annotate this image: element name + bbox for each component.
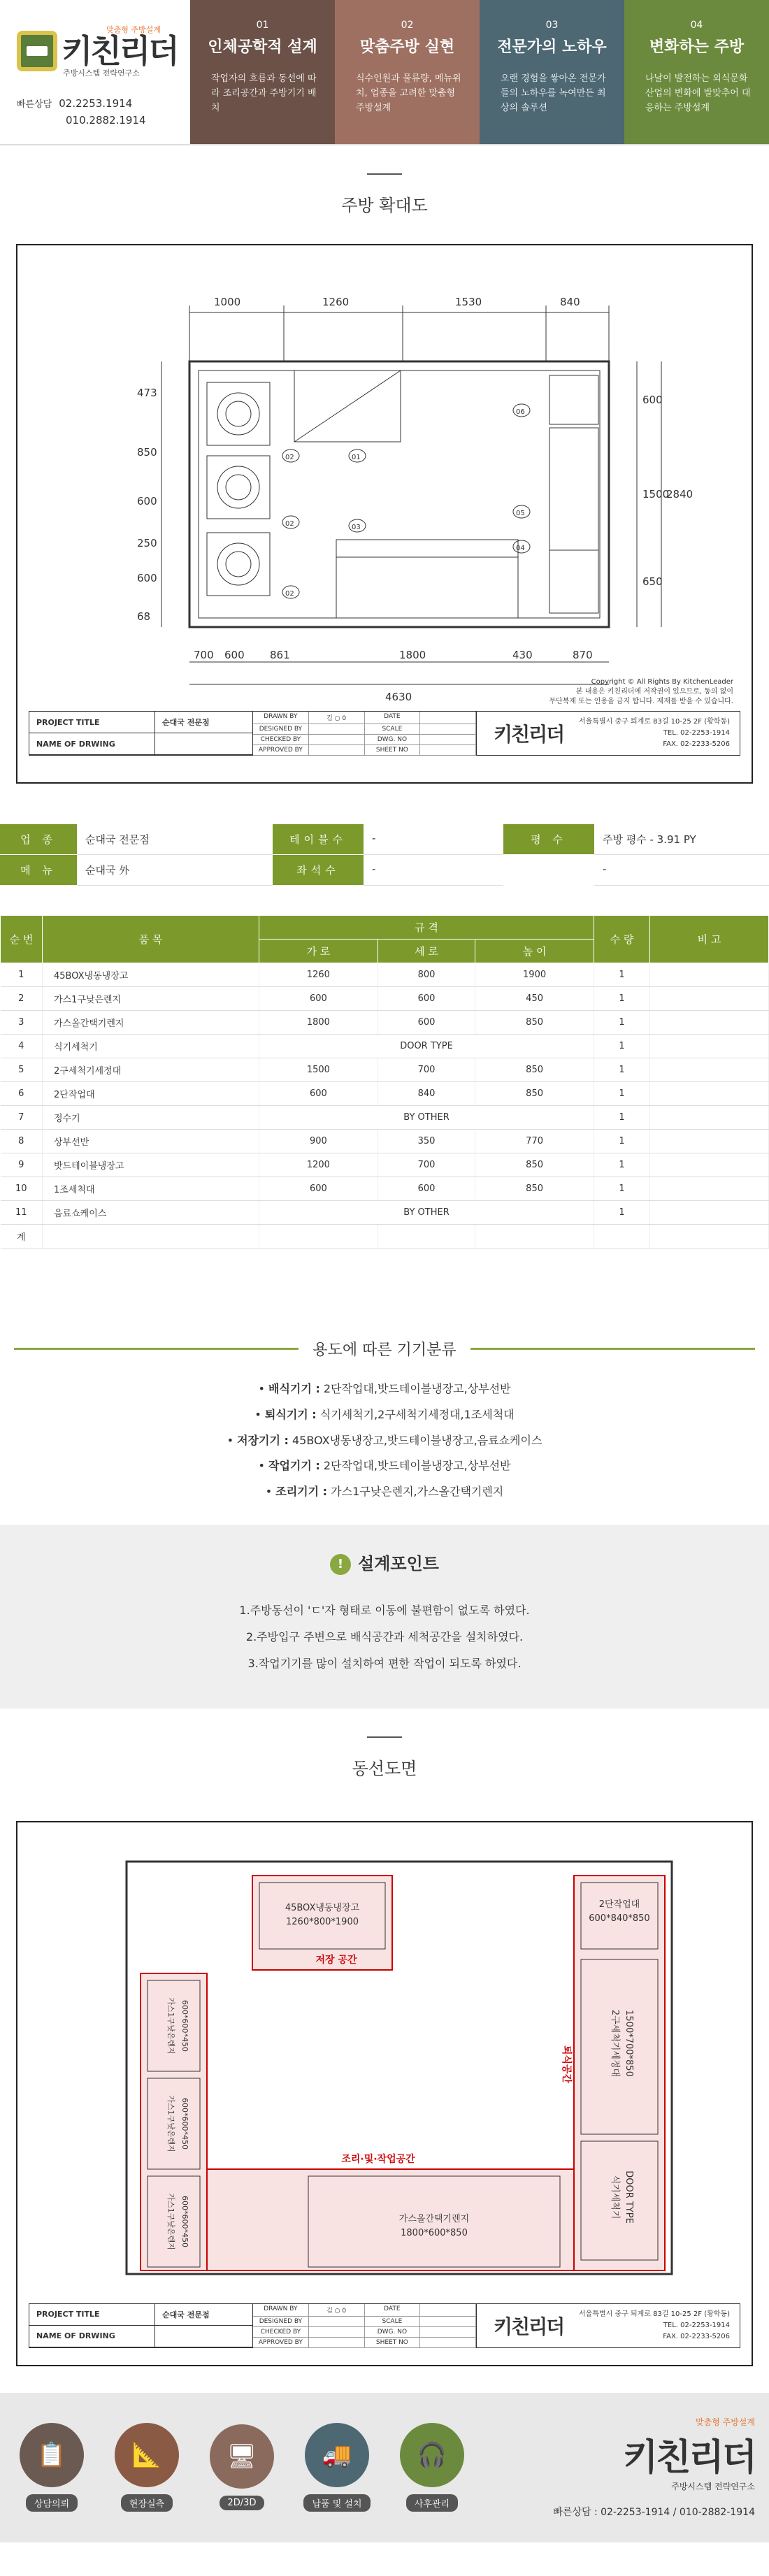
- footer-consult[interactable]: [14, 2423, 89, 2512]
- cell-note: [650, 1177, 769, 1201]
- cell-item: 2단작업대: [43, 1082, 259, 1106]
- tables-value: -: [364, 824, 503, 855]
- cell-no: 7: [1, 1106, 43, 1130]
- step-2: [335, 0, 480, 144]
- cell-item: 1조세척대: [43, 1177, 259, 1201]
- table-row: [1, 1106, 769, 1130]
- col-note: 비 고: [650, 916, 769, 963]
- cell-w: [259, 1225, 378, 1249]
- design-points: [0, 1525, 769, 1708]
- cell-note: [650, 1011, 769, 1035]
- dim-left-3: 600: [137, 495, 157, 508]
- tb-field: [420, 735, 476, 745]
- cell-qty: 1: [594, 1177, 650, 1201]
- seats-value: -: [364, 855, 503, 886]
- footer-phone[interactable]: 빠른상담 : 02-2253-1914 / 010-2882-1914: [553, 2507, 755, 2519]
- table-row: [1, 1130, 769, 1153]
- dim-top-3: 1530: [455, 296, 482, 308]
- usage-value: 45BOX냉동냉장고,밧드테이블냉장고,음료쇼케이스: [292, 1433, 542, 1447]
- box-fridge: 45BOX냉동냉장고: [285, 1902, 360, 1913]
- cell-qty: 1: [594, 1201, 650, 1225]
- step-title: 인체공학적 설계: [208, 38, 317, 56]
- tb-field: CHECKED BY: [253, 735, 309, 745]
- cell-note: [650, 1153, 769, 1177]
- title-fields: [253, 2304, 477, 2347]
- tb-field: [309, 735, 365, 745]
- cell-d: 700: [378, 1153, 475, 1177]
- step-number: 01: [256, 20, 269, 31]
- tb-field: [420, 2327, 476, 2338]
- footer-logo-name: 키친리더: [623, 2437, 755, 2480]
- cell-item: 밧드테이블냉장고: [43, 1153, 259, 1177]
- tb-field: DRAWN BY: [253, 712, 309, 724]
- step-number: 04: [690, 20, 703, 31]
- box-sink-dim: 1500*700*850: [624, 2009, 634, 2077]
- dim-bottom-4: 1800: [399, 649, 426, 661]
- extra-value: -: [594, 855, 769, 886]
- cell-note: [650, 963, 769, 987]
- dim-top-2: 1260: [322, 296, 350, 308]
- step-3: [480, 0, 624, 144]
- tb-address: 서울특별시 중구 퇴계로 83길 10-25 2F (황학동): [578, 718, 730, 726]
- project-title-label: PROJECT TITLE: [29, 2304, 154, 2326]
- table-row: [1, 1035, 769, 1058]
- drawing-name-label: NAME OF DRWING: [29, 733, 154, 755]
- cell-w: 600: [259, 1177, 378, 1201]
- cell-d: 840: [378, 1082, 475, 1106]
- points-title: 설계포인트: [358, 1553, 439, 1574]
- label-01: 01: [352, 454, 361, 461]
- tb-tel: TEL. 02-2253-1914: [663, 2321, 730, 2329]
- info-empty: [503, 855, 594, 886]
- cell-qty: 1: [594, 1058, 650, 1082]
- phone-block: [17, 96, 190, 127]
- cell-h: 1900: [475, 963, 594, 987]
- floor-plan-svg: [29, 257, 742, 711]
- cell-note: [650, 1035, 769, 1058]
- step-number: 03: [545, 20, 559, 31]
- logo-icon: [17, 31, 57, 71]
- tb-field: [420, 724, 476, 735]
- tb-field: CHECKED BY: [253, 2327, 309, 2338]
- logo-tagline: 맞춤형 주방설계: [106, 25, 161, 34]
- project-title-label: PROJECT TITLE: [29, 712, 154, 733]
- table-row: [1, 963, 769, 987]
- menu-value: 순대국 外: [77, 855, 273, 886]
- box-table-dim: 600*840*850: [589, 1913, 650, 1924]
- tb-field: APPROVED BY: [253, 2338, 309, 2348]
- tb-field: [420, 2304, 476, 2317]
- cell-no: 1: [1, 963, 43, 987]
- usage-title: 용도에 따른 기기분류: [0, 1338, 769, 1360]
- cell-no: 5: [1, 1058, 43, 1082]
- copyright-line-2: 본 내용은 키친리더에 저작권이 있으므로, 동의 없이: [575, 688, 733, 696]
- footer-logo-sub: 주방시스템 전략연구소: [671, 2482, 755, 2492]
- cell-no: 8: [1, 1130, 43, 1153]
- dim-right-2: 1500: [642, 488, 670, 501]
- menu-label: 메 뉴: [0, 855, 77, 886]
- usage-item: • 배식기기 : 2단작업대,밧드테이블냉장고,상부선반: [258, 1382, 511, 1395]
- cell-note: [650, 1225, 769, 1249]
- drawing-name-label: NAME OF DRWING: [29, 2326, 154, 2347]
- label-03: 03: [352, 524, 361, 531]
- usage-key: 저장기기 :: [237, 1433, 289, 1447]
- usage-item: • 퇴식기기 : 식기세척기,2구세척기세정대,1조세척대: [254, 1407, 515, 1421]
- cell-note: [650, 1082, 769, 1106]
- label-02b: 02: [285, 520, 294, 528]
- cell-no: 4: [1, 1035, 43, 1058]
- dim-top-1: 1000: [214, 296, 241, 308]
- copyright-line-1: Copyright © All Rights By KitchenLeader: [591, 678, 733, 686]
- dim-bottom-1: 700: [194, 649, 214, 661]
- cell-item: 45BOX냉동냉장고: [43, 963, 259, 987]
- step-number: 02: [401, 20, 414, 31]
- cell-h: [475, 1225, 594, 1249]
- dim-top-4: 840: [560, 296, 580, 308]
- phone-label: 빠른상담: [17, 99, 52, 110]
- point-3: 3.작업기기를 많이 설치하여 편한 작업이 되도록 하였다.: [247, 1657, 522, 1671]
- clipboard-icon: 📋: [20, 2423, 84, 2487]
- cell-no: 10: [1, 1177, 43, 1201]
- tb-fax: FAX. 02-2233-5206: [663, 2332, 730, 2340]
- tb-field: 김 ○ 0: [309, 712, 365, 724]
- dim-left-6: 68: [137, 610, 151, 623]
- ruler-icon: 📐: [115, 2423, 179, 2487]
- footer-label: 사후관리: [406, 2494, 458, 2512]
- tb-field: [420, 2317, 476, 2327]
- cell-qty: 1: [594, 1153, 650, 1177]
- col-qty: 수 량: [594, 916, 650, 963]
- cell-h: 850: [475, 1177, 594, 1201]
- dim-right-1: 600: [642, 394, 663, 406]
- label-05: 05: [516, 510, 525, 517]
- table-row: [1, 1011, 769, 1035]
- table-row: [1, 1058, 769, 1082]
- dim-bottom-3: 861: [270, 649, 290, 661]
- project-info: [0, 824, 769, 886]
- col-w: 가 로: [259, 940, 378, 963]
- point-1: 1.주방동선이 'ㄷ'자 형태로 이동에 불편함이 없도록 하였다.: [239, 1603, 530, 1617]
- step-title: 변화하는 주방: [649, 38, 745, 56]
- cell-d: 600: [378, 1177, 475, 1201]
- box-range-dim: 1800*600*850: [401, 2227, 468, 2238]
- tb-field: [420, 712, 476, 724]
- table-row: [1, 1153, 769, 1177]
- cell-no: 2: [1, 987, 43, 1011]
- step-title: 전문가의 노하우: [497, 38, 607, 56]
- tb-field: DESIGNED BY: [253, 724, 309, 735]
- cell-d: 600: [378, 987, 475, 1011]
- cell-qty: 1: [594, 1082, 650, 1106]
- cell-d: [378, 1225, 475, 1249]
- footer-logo: [553, 2416, 755, 2519]
- footer-label: 2D/3D: [220, 2496, 265, 2510]
- usage-item: • 작업기기 : 2단작업대,밧드테이블냉장고,상부선반: [258, 1459, 511, 1473]
- tb-field: SCALE: [365, 2317, 421, 2327]
- tb-field: APPROVED BY: [253, 745, 309, 756]
- cell-item: 정수기: [43, 1106, 259, 1130]
- usage-value: 2단작업대,밧드테이블냉장고,상부선반: [323, 1382, 511, 1395]
- dim-left-2: 850: [137, 446, 157, 459]
- usage-value: 2단작업대,밧드테이블냉장고,상부선반: [323, 1459, 511, 1473]
- title-fields: [253, 712, 477, 755]
- plan-copyright: [549, 677, 733, 707]
- tb-field: [420, 745, 476, 756]
- cell-h: 850: [475, 1058, 594, 1082]
- tb-logo: 키친리더: [494, 2315, 564, 2338]
- footer-design[interactable]: [204, 2424, 280, 2510]
- cell-qty: [594, 1225, 650, 1249]
- usage-key: 퇴식기기 :: [264, 1407, 317, 1421]
- dim-right-4: 2840: [666, 488, 693, 501]
- tb-field: DWG. NO: [365, 735, 421, 745]
- area-value: 주방 평수 - 3.91 PY: [594, 824, 769, 855]
- cell-note: [650, 1058, 769, 1082]
- usage-section: [0, 1338, 769, 1505]
- logo-area: [0, 0, 190, 144]
- tb-address: 서울특별시 중구 퇴계로 83길 10-25 2F (황학동): [578, 2310, 730, 2318]
- usage-value: 식기세척기,2구세척기세정대,1조세척대: [319, 1407, 515, 1421]
- box-low-2-dim: 600*600*450: [180, 2097, 189, 2150]
- box-sink: 2구세척기세정대: [610, 2009, 620, 2077]
- label-06: 06: [516, 408, 525, 416]
- biz-label: 업 종: [0, 824, 77, 855]
- box-low-2: 가스1구낮은렌지: [166, 2095, 175, 2152]
- biz-value: 순대국 전문점: [77, 824, 273, 855]
- cell-item: 2구세척기세정대: [43, 1058, 259, 1082]
- logo-subtitle: 주방시스템 전략연구소: [63, 69, 140, 78]
- step-title: 맞춤주방 실현: [359, 38, 455, 56]
- copyright-line-3: 무단복제 또는 인용을 금지 합니다. 제재를 받을 수 있습니다.: [549, 698, 733, 705]
- cell-item: 식기세척기: [43, 1035, 259, 1058]
- col-spec: 규 격: [259, 916, 594, 940]
- usage-value: 가스1구낮은렌지,가스올간택기렌지: [331, 1485, 504, 1499]
- cell-note: [650, 987, 769, 1011]
- project-title: 순대국 전문점: [155, 2304, 252, 2326]
- zone-dish: 퇴식공간: [561, 2045, 572, 2083]
- phone-number-1[interactable]: 02.2253.1914: [59, 97, 133, 110]
- plan-drawing: [16, 244, 753, 784]
- dim-total: 4630: [385, 691, 412, 703]
- cell-note: [650, 1130, 769, 1153]
- zone-cook: 조리·및·작업공간: [341, 2153, 415, 2165]
- tb-field: DATE: [365, 712, 421, 724]
- box-wash-type: DOOR TYPE: [624, 2170, 634, 2224]
- tb-field: [309, 2327, 365, 2338]
- dim-bottom-6: 870: [573, 649, 593, 661]
- points-heading: [0, 1544, 769, 1585]
- cell-qty: 1: [594, 1011, 650, 1035]
- cell-item: 상부선반: [43, 1130, 259, 1153]
- cell-note: [650, 1106, 769, 1130]
- title-block: [29, 711, 740, 756]
- point-2: 2.주방입구 주변으로 배식공간과 세척공간을 설치하였다.: [245, 1629, 524, 1643]
- zone-storage: 저장 공간: [315, 1954, 357, 1966]
- dim-left-4: 250: [137, 537, 157, 549]
- table-row: [1, 987, 769, 1011]
- footer-delivery[interactable]: [299, 2423, 375, 2512]
- tables-label: 테이블수: [273, 824, 364, 855]
- exclamation-icon: !: [330, 1554, 351, 1575]
- col-h: 높 이: [475, 940, 594, 963]
- box-table: 2단작업대: [598, 1899, 640, 1910]
- plan-area: [29, 257, 740, 711]
- box-low-1-dim: 600*600*450: [180, 1999, 189, 2052]
- cell-span: BY OTHER: [259, 1201, 594, 1225]
- footer-label: 상담의뢰: [26, 2494, 78, 2512]
- flow-title-block: [29, 2303, 740, 2348]
- cell-w: 1200: [259, 1153, 378, 1177]
- cell-w: 600: [259, 987, 378, 1011]
- step-desc: 오랜 경험을 쌓아온 전문가들의 노하우를 녹여만든 최상의 솔루션: [501, 73, 606, 113]
- tb-field: DESIGNED BY: [253, 2317, 309, 2327]
- cell-item: 가스올간택기렌지: [43, 1011, 259, 1035]
- cell-d: 600: [378, 1011, 475, 1035]
- tb-field: [309, 2317, 365, 2327]
- dim-left-1: 473: [137, 387, 157, 399]
- usage-item: • 저장기기 : 45BOX냉동냉장고,밧드테이블냉장고,음료쇼케이스: [227, 1433, 542, 1447]
- cell-span: DOOR TYPE: [259, 1035, 594, 1058]
- footer-service[interactable]: [394, 2423, 470, 2512]
- label-02c: 02: [285, 590, 294, 598]
- usage-key: 배식기기 :: [268, 1382, 320, 1395]
- box-fridge-dim: 1260*800*1900: [286, 1916, 359, 1927]
- step-desc: 나날이 발전하는 외식문화 산업의 변화에 발맞추어 대응하는 주방설계: [645, 73, 751, 113]
- monitor-icon: 🖥: [210, 2424, 274, 2489]
- cell-no: 11: [1, 1201, 43, 1225]
- footer-measure[interactable]: [109, 2423, 185, 2512]
- footer-label: 현장실측: [121, 2494, 173, 2512]
- dim-right-3: 650: [642, 575, 663, 588]
- tb-field: DWG. NO: [365, 2327, 421, 2338]
- box-low-3: 가스1구낮은렌지: [166, 2193, 175, 2250]
- dim-left-5: 600: [137, 572, 157, 584]
- cell-h: 770: [475, 1130, 594, 1153]
- tb-field: [309, 724, 365, 735]
- footer: [0, 2393, 769, 2542]
- top-header: [0, 0, 769, 145]
- usage-key: 조리기기 :: [275, 1485, 328, 1499]
- label-04: 04: [516, 545, 525, 552]
- equipment-table: [0, 915, 769, 1249]
- step-desc: 식수인원과 물류량, 메뉴위치, 업종을 고려한 맞춤형 주방설계: [356, 73, 461, 113]
- project-title: 순대국 전문점: [155, 712, 252, 733]
- box-wash: 식기세척기: [610, 2175, 620, 2219]
- col-no: 순 번: [1, 916, 43, 963]
- area-label: 평 수: [503, 824, 594, 855]
- cell-qty: 1: [594, 1035, 650, 1058]
- dim-bottom-5: 430: [512, 649, 533, 661]
- phone-number-2[interactable]: 010.2882.1914: [66, 114, 146, 127]
- tb-field: SHEET NO: [365, 745, 421, 756]
- tb-field: DATE: [365, 2304, 421, 2317]
- cell-qty: 1: [594, 1106, 650, 1130]
- usage-key: 작업기기 :: [268, 1459, 320, 1473]
- headset-icon: 🎧: [400, 2423, 464, 2487]
- cell-no: 9: [1, 1153, 43, 1177]
- cell-item: [43, 1225, 259, 1249]
- tb-logo: 키친리더: [494, 723, 564, 746]
- flow-drawing: [16, 1821, 753, 2366]
- label-02a: 02: [285, 454, 294, 461]
- cell-w: 600: [259, 1082, 378, 1106]
- tb-field: DRAWN BY: [253, 2304, 309, 2317]
- col-item: 품 목: [43, 916, 259, 963]
- cell-d: 700: [378, 1058, 475, 1082]
- tb-field: SHEET NO: [365, 2338, 421, 2348]
- footer-label: 납품 및 설치: [303, 2494, 370, 2512]
- footer-logo-tag: 맞춤형 주방설계: [696, 2417, 755, 2428]
- logo[interactable]: [17, 24, 190, 78]
- step-4: [624, 0, 769, 144]
- cell-item: 음료쇼케이스: [43, 1201, 259, 1225]
- cell-w: 1260: [259, 963, 378, 987]
- tb-field: [420, 2338, 476, 2348]
- step-desc: 작업자의 흐름과 동선에 따라 조리공간과 주방기기 배치: [211, 73, 317, 113]
- cell-h: 850: [475, 1011, 594, 1035]
- tb-tel: TEL. 02-2253-1914: [663, 729, 730, 737]
- table-row: [1, 1082, 769, 1106]
- dim-bottom-2: 600: [224, 649, 245, 661]
- tb-field: [309, 745, 365, 756]
- table-row: [1, 1225, 769, 1249]
- truck-icon: 🚚: [305, 2423, 369, 2487]
- box-low-1: 가스1구낮은렌지: [166, 1997, 175, 2055]
- flow-plan-svg: [29, 1834, 742, 2295]
- box-low-3-dim: 600*600*450: [180, 2195, 189, 2247]
- tb-field: SCALE: [365, 724, 421, 735]
- col-d: 세 로: [378, 940, 475, 963]
- cell-w: 1500: [259, 1058, 378, 1082]
- plan-title: 주방 확대도: [0, 145, 769, 216]
- cell-no: 6: [1, 1082, 43, 1106]
- cell-item: 가스1구낮은렌지: [43, 987, 259, 1011]
- usage-item: • 조리기기 : 가스1구낮은렌지,가스올간택기렌지: [265, 1485, 504, 1499]
- tb-fax: FAX. 02-2233-5206: [663, 740, 730, 748]
- cell-qty: 1: [594, 963, 650, 987]
- table-row: [1, 1177, 769, 1201]
- cell-h: 850: [475, 1082, 594, 1106]
- cell-span: BY OTHER: [259, 1106, 594, 1130]
- cell-note: [650, 1201, 769, 1225]
- table-row: [1, 1201, 769, 1225]
- step-1: [190, 0, 335, 144]
- cell-no: 계: [1, 1225, 43, 1249]
- cell-h: 850: [475, 1153, 594, 1177]
- cell-qty: 1: [594, 1130, 650, 1153]
- seats-label: 좌석수: [273, 855, 364, 886]
- cell-w: 900: [259, 1130, 378, 1153]
- tb-field: [309, 2338, 365, 2348]
- cell-h: 450: [475, 987, 594, 1011]
- flow-title: 동선도면: [0, 1708, 769, 1779]
- tb-field: 김 ○ 0: [309, 2304, 365, 2317]
- usage-list: [0, 1376, 769, 1505]
- cell-d: 800: [378, 963, 475, 987]
- logo-name: 키친리더: [62, 32, 178, 70]
- box-range: 가스올간택기렌지: [398, 2213, 470, 2224]
- cell-no: 3: [1, 1011, 43, 1035]
- cell-qty: 1: [594, 987, 650, 1011]
- cell-w: 1800: [259, 1011, 378, 1035]
- cell-d: 350: [378, 1130, 475, 1153]
